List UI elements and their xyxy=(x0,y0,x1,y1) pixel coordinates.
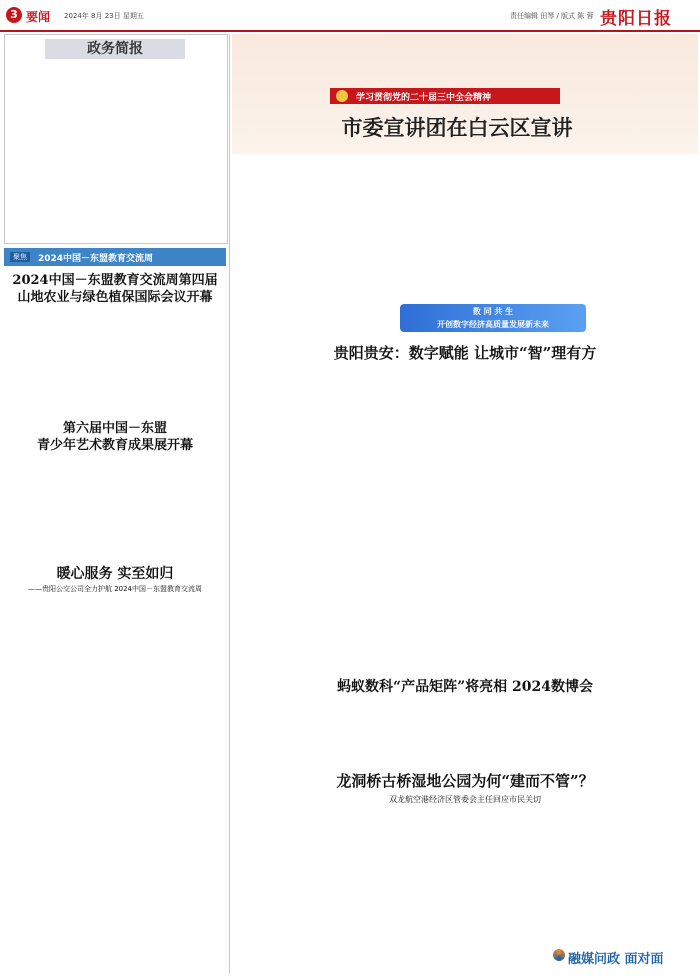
party-emblem-icon xyxy=(336,90,348,102)
title-line: 第六届中国－东盟 xyxy=(62,421,167,436)
section-name: 要闻 xyxy=(26,10,51,24)
article-body xyxy=(4,458,226,556)
article-body xyxy=(4,598,226,968)
staff-line: 责任编辑 田琴 / 版式 陈 蓉 xyxy=(510,12,594,20)
digital-economy-banner xyxy=(400,304,586,332)
article-title: 蚂蚁数科“产品矩阵”将亮相 2024数博会 xyxy=(337,679,593,695)
title-line: 2024中国－东盟教育交流周第四届 xyxy=(12,273,218,288)
brief-title: 政务简报 xyxy=(45,39,185,59)
page-number: 3 xyxy=(6,7,22,23)
main-headline: 市委宣讲团在白云区宣讲 xyxy=(341,115,573,140)
article-body xyxy=(232,156,698,296)
study-banner xyxy=(330,88,560,104)
article-subtitle: ——贵阳公交公司全力护航 2024中国－东盟教育交流周 xyxy=(27,585,203,593)
banner-text: 2024中国－东盟教育交流周 xyxy=(38,254,154,264)
article-body xyxy=(232,808,698,944)
title-line: 山地农业与绿色植保国际会议开幕 xyxy=(17,290,213,305)
article-body xyxy=(4,310,226,410)
article-subtitle: 双龙航空港经济区管委会主任回应市民关切 xyxy=(389,795,541,804)
column-divider xyxy=(229,34,230,974)
study-banner-text: 学习贯彻党的二十届三中全会精神 xyxy=(356,93,492,103)
article-title: 贵阳贵安：数字赋能 让城市“智”理有方 xyxy=(333,344,597,362)
article-body xyxy=(232,364,698,674)
article-title: 龙洞桥古桥湿地公园为何“建而不管”？ xyxy=(336,772,594,790)
banner-line: 数 同 共 生 xyxy=(472,307,514,316)
asean-banner xyxy=(4,248,226,266)
article-title: 暖心服务 实至如归 xyxy=(56,566,174,582)
banner-tag: 聚焦 xyxy=(10,252,30,262)
page-header xyxy=(0,0,700,32)
banner-line: 开创数字经济高质量发展新未来 xyxy=(437,320,549,329)
article-body xyxy=(232,698,698,764)
article-title xyxy=(4,420,226,454)
newspaper-logo: 贵阳日报 xyxy=(600,9,672,29)
column-logo: 融媒问政 面对面 xyxy=(568,952,664,967)
article-title xyxy=(4,272,226,306)
media-logo-icon xyxy=(553,949,565,961)
issue-date: 2024年 8月 23日 星期五 xyxy=(64,12,144,20)
title-line: 青少年艺术教育成果展开幕 xyxy=(36,438,193,453)
brief-box xyxy=(4,34,228,244)
